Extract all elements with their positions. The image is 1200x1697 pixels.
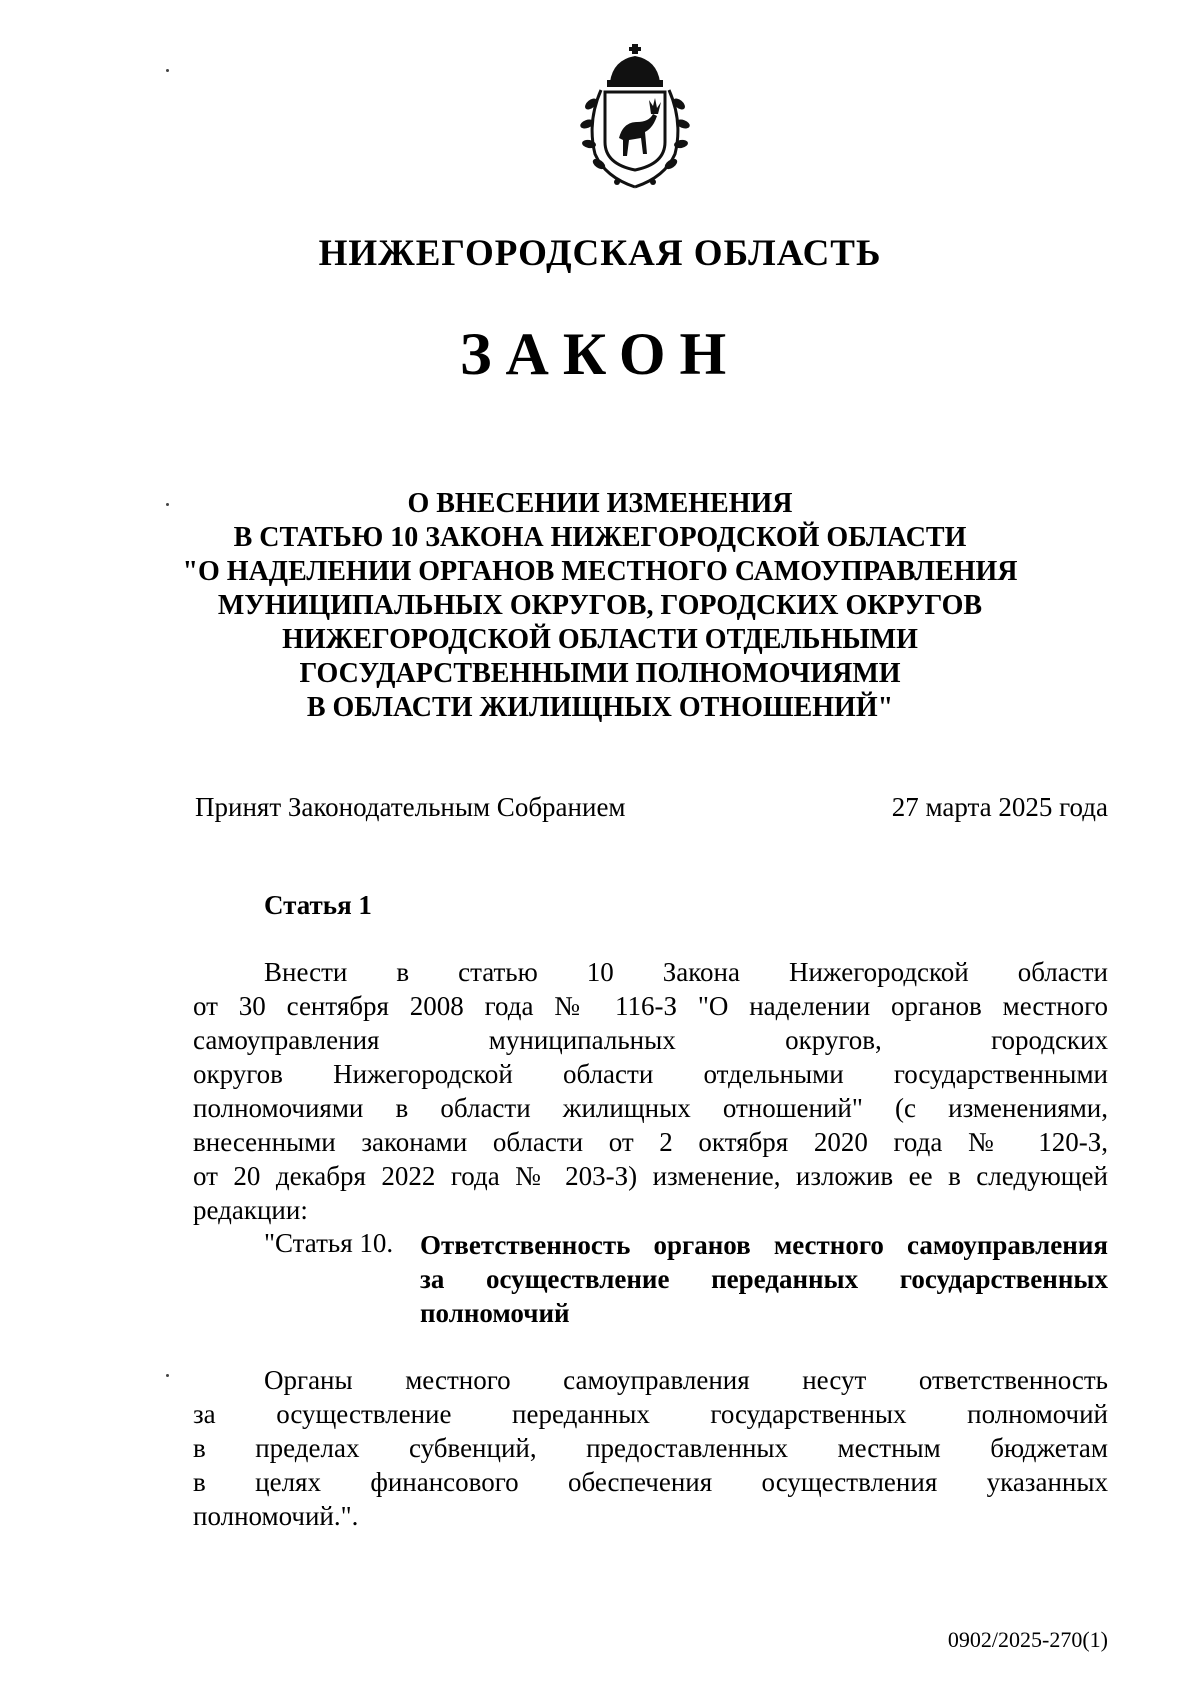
- body-line: Внести в статью 10 Закона Нижегородской области: [264, 957, 1108, 987]
- quoted-title-line: полномочий: [420, 1298, 570, 1328]
- subject-line: О ВНЕСЕНИИ ИЗМЕНЕНИЯ: [407, 488, 793, 519]
- subject-line: "О НАДЕЛЕНИИ ОРГАНОВ МЕСТНОГО САМОУПРАВЛЕНИЯ: [182, 556, 1018, 587]
- body-line: в целях финансового обеспечения осуществления указанных: [193, 1467, 1108, 1497]
- scan-speck: [166, 503, 169, 506]
- nizhny-novgorod-coat-of-arms-icon: [565, 42, 705, 197]
- body-line: редакции:: [193, 1195, 308, 1225]
- article-1-body: [193, 955, 1108, 1227]
- scan-speck: [166, 1374, 169, 1377]
- quoted-title-line: Ответственность органов местного самоуправления: [420, 1230, 1108, 1260]
- subject-line: НИЖЕГОРОДСКОЙ ОБЛАСТИ ОТДЕЛЬНЫМИ: [282, 624, 918, 655]
- document-registration-number: 0902/2025-270(1): [947, 1627, 1108, 1652]
- quoted-title-line: за осуществление переданных государственных: [420, 1264, 1108, 1294]
- quoted-article-body: [193, 1363, 1108, 1533]
- quoted-article-title: [420, 1228, 1108, 1330]
- quoted-article-number: "Статья 10.: [264, 1228, 394, 1258]
- body-line: полномочий.".: [193, 1501, 359, 1531]
- law-subject-title: [0, 487, 1200, 725]
- adoption-label: Принят Законодательным Собранием: [195, 792, 626, 822]
- body-line: от 30 сентября 2008 года № 116-З "О наделении органов местного: [193, 991, 1108, 1021]
- subject-line: МУНИЦИПАЛЬНЫХ ОКРУГОВ, ГОРОДСКИХ ОКРУГОВ: [217, 590, 983, 621]
- body-line: от 20 декабря 2022 года № 203-З) изменение, изложив ее в следующей: [193, 1161, 1108, 1191]
- body-line: полномочиями в области жилищных отношений" (с изменениями,: [193, 1093, 1108, 1123]
- document-type-title: ЗАКОН: [459, 321, 741, 387]
- body-line: Органы местного самоуправления несут ответственность: [264, 1365, 1108, 1395]
- region-name: НИЖЕГОРОДСКАЯ ОБЛАСТЬ: [318, 233, 882, 274]
- subject-line: В СТАТЬЮ 10 ЗАКОНА НИЖЕГОРОДСКОЙ ОБЛАСТИ: [233, 522, 967, 553]
- adoption-date: 27 марта 2025 года: [891, 792, 1108, 822]
- body-line: внесенными законами области от 2 октября 2020 года № 120-З,: [193, 1127, 1108, 1157]
- scan-speck: [166, 69, 169, 72]
- body-line: за осуществление переданных государственных полномочий: [193, 1399, 1108, 1429]
- article-1-heading: Статья 1: [264, 890, 372, 920]
- body-line: округов Нижегородской области отдельными государственными: [193, 1059, 1108, 1089]
- subject-line: В ОБЛАСТИ ЖИЛИЩНЫХ ОТНОШЕНИЙ": [306, 692, 894, 723]
- subject-line: ГОСУДАРСТВЕННЫМИ ПОЛНОМОЧИЯМИ: [299, 658, 901, 689]
- body-line: в пределах субвенций, предоставленных местным бюджетам: [193, 1433, 1108, 1463]
- body-line: самоуправления муниципальных округов, городских: [193, 1025, 1108, 1055]
